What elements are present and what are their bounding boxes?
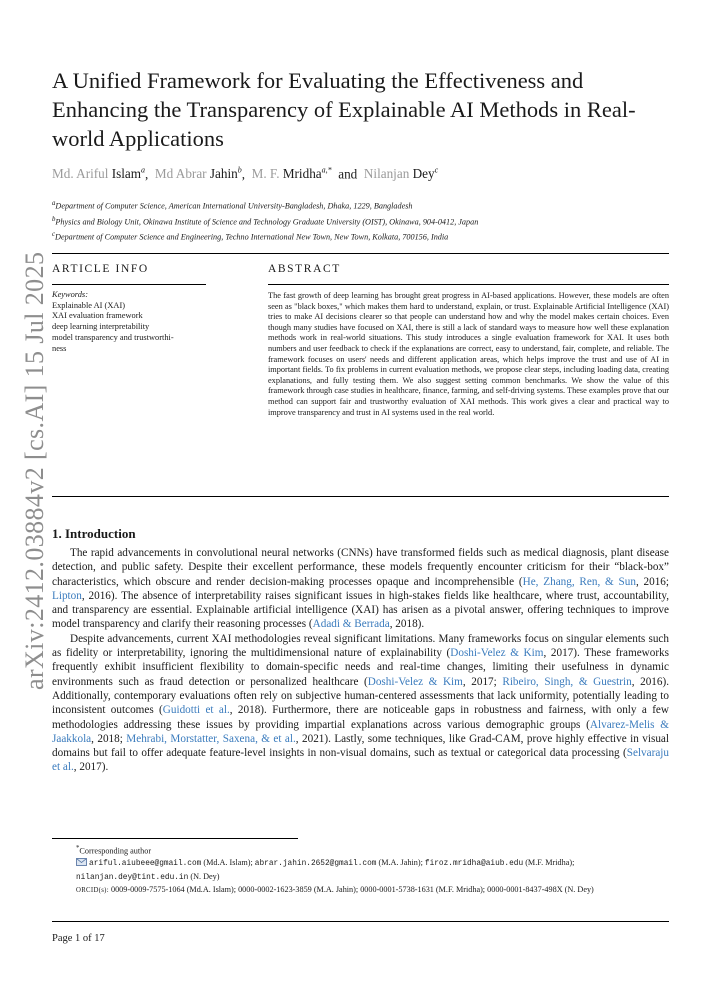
citation-link[interactable]: Adadi & Berrada xyxy=(312,618,390,631)
abstract-end-rule xyxy=(52,496,669,497)
footnote-rule xyxy=(52,838,298,839)
arxiv-identifier-stamp: arXiv:2412.03884v2 [cs.AI] 15 Jul 2025 xyxy=(20,251,49,690)
citation-link[interactable]: Ribeiro, Singh, & Guestrin xyxy=(502,675,632,688)
paper-title: A Unified Framework for Evaluating the Effectiveness and Enhancing the Transparency of Explainable AI Methods in Real-world Applications xyxy=(52,68,636,151)
email-address[interactable]: firoz.mridha@aiub.edu xyxy=(424,860,524,869)
affiliations xyxy=(52,197,478,244)
citation-link[interactable]: Guidotti et al. xyxy=(162,704,230,717)
keyword-item: model transparency and trustworthi- xyxy=(52,332,174,342)
email-address[interactable]: abrar.jahin.2652@gmail.com xyxy=(254,860,377,869)
citation-link[interactable]: Selvaraju et al. xyxy=(52,747,669,774)
corresponding-author-note: *Corresponding author xyxy=(76,845,152,856)
keyword-item: deep learning interpretability xyxy=(52,322,150,332)
orcid-line: ORCID(s): 0009-0009-7575-1064 (Md.A. Islam); 0000-0002-1623-3859 (M.A. Jahin); 0000-0001-5738-1631 (M.F. Mridha); 0000-0001-8437-498X (N. Dey) xyxy=(76,885,594,895)
abstract-text: The fast growth of deep learning has brought great progress in AI-based applications. However, these models are often seen as "black boxes," which makes them hard to understand, explain, or trust. Explainable Artificial Intelligence (XAI) tries to make AI decisions clearer so that people can understand how and why the model makes certain choices. Even though many studies have focused on XAI, there is still a lack of standard ways to measure how well these explanation methods work in real-world situations. This study introduces a single evaluation framework for XAI. It uses both numbers and user feedback to check if the explanations are correct, easy to understand, fair, complete, and reliable. The framework focuses on users' needs and different application areas, which helps improve the trust and use of AI in important fields. To fix problems in current evaluation methods, we propose clear steps, including loading data, creating explanations, and fully testing them. We also suggest setting common benchmarks. We show the value of this framework through case studies in healthcare, finance, farming, and self-driving systems. These examples prove that our method can support fair and trustworthy evaluation of XAI methods. This work gives a clear and practical way to improve transparency and trust in AI systems used in the real world. xyxy=(268,291,669,417)
email-address[interactable]: ariful.aiubeee@gmail.com xyxy=(89,860,202,869)
keyword-item: XAI evaluation framework xyxy=(52,311,143,321)
email-icon xyxy=(76,858,87,866)
introduction-body xyxy=(52,546,669,775)
keyword-item: Explainable AI (XAI) xyxy=(52,300,126,310)
keywords-block xyxy=(52,290,262,354)
author-4[interactable]: Nilanjan Dey$^c$ xyxy=(363,166,439,182)
affiliation-a: $^a$Department of Computer Science, American International University-Bangladesh, Dhaka, 1229, Bangladesh xyxy=(52,200,413,211)
citation-link[interactable]: Doshi-Velez & Kim xyxy=(367,675,463,688)
section-heading-introduction: 1. Introduction xyxy=(52,526,136,541)
article-info-rule xyxy=(52,284,206,285)
footnotes xyxy=(52,843,672,897)
citation-link[interactable]: He, Zhang, Ren, & Sun xyxy=(522,575,636,588)
abstract-heading: ABSTRACT xyxy=(268,263,341,275)
author-2[interactable]: Md Abrar Jahin$^b$ xyxy=(154,166,242,182)
citation-link[interactable]: Alvarez-Melis & Jaakkola xyxy=(52,718,670,745)
email-line: ariful.aiubeee@gmail.com (Md.A. Islam); abrar.jahin.2652@gmail.com (M.A. Jahin); firoz.mridha@aiub.edu (M.F. Mridha); nilanjan.dey@tint.edu.in (N. Dey) xyxy=(76,858,575,882)
header-divider xyxy=(52,253,669,254)
paragraph: Despite advancements, current XAI methodologies reveal significant limitations. Many frameworks focus on singular elements such as fidelity or interpretability, ignoring the multidimensional nature of explainability (Doshi-Velez & Kim, 2017). These frameworks frequently exhibit insufficient flexibility to domain-specific needs and real-time changes, limiting their usefulness in dynamic environments such as fraud detection or personalized healthcare (Doshi-Velez & Kim, 2017; Ribeiro, Singh, & Guestrin, 2016). Additionally, contemporary evaluations often rely on subjective human-centered assessments that lack uniformity, potentially leading to inconsistent outcomes (Guidotti et al., 2018). Furthermore, there are noticeable gaps in robustness and fairness, with only a few methodologies addressing these issues by providing impartial explanations across various demographic groups (Alvarez-Melis & Jaakkola, 2018; Mehrabi, Morstatter, Saxena, & et al., 2021). Lastly, some techniques, like Grad-CAM, prove highly effective in visual domains but fail to offer adequate feature-level insights in non-visual domains, such as textual or categorical data processing (Selvaraju et al., 2017). xyxy=(52,632,670,774)
email-address[interactable]: nilanjan.dey@tint.edu.in xyxy=(76,873,189,882)
author-list: Md. Ariful Islam$^a$, Md Abrar Jahin$^b$, M. F. Mridha$^{a,*}$ and Nilanjan Dey$^c$ xyxy=(52,166,439,182)
affiliation-c: $^c$Department of Computer Science and Engineering, Techno International New Town, New Town, Kolkata, 700156, India xyxy=(52,231,449,243)
citation-link[interactable]: Lipton xyxy=(52,589,82,602)
author-3[interactable]: M. F. Mridha$^{a,*}$ xyxy=(251,166,332,182)
paragraph: The rapid advancements in convolutional neural networks (CNNs) have transformed fields such as medical diagnosis, plant disease detection, and public safety. Despite their excellent performance, these models frequently encounter criticism for their “black-box” characteristics, which obscure and render decision-making processes opaque and incomprehensible (He, Zhang, Ren, & Sun, 2016; Lipton, 2016). The absence of interpretability raises significant issues in high-stakes fields like healthcare, where trust, accountability, and transparency are essential. Explainable artificial intelligence (XAI) has arisen as a pivotal answer, offering techniques to improve model transparency and clarify their reasoning processes (Adadi & Berrada, 2018). xyxy=(52,547,670,631)
citation-link[interactable]: Doshi-Velez & Kim xyxy=(450,647,544,660)
affiliation-b: $^b$Physics and Biology Unit, Okinawa Institute of Science and Technology Graduate University (OIST), Okinawa, 904-0412, Japan xyxy=(52,215,479,227)
abstract-rule xyxy=(268,284,669,285)
article-info-heading: ARTICLE INFO xyxy=(52,263,149,275)
keyword-item: ness xyxy=(52,343,67,353)
page-number: Page 1 of 17 xyxy=(52,933,105,944)
keywords-label: Keywords: xyxy=(52,290,88,299)
page-footer-rule xyxy=(52,921,669,922)
author-1[interactable]: Md. Ariful Islam$^a$ xyxy=(52,166,146,182)
citation-link[interactable]: Mehrabi, Morstatter, Saxena, & et al. xyxy=(126,732,296,745)
